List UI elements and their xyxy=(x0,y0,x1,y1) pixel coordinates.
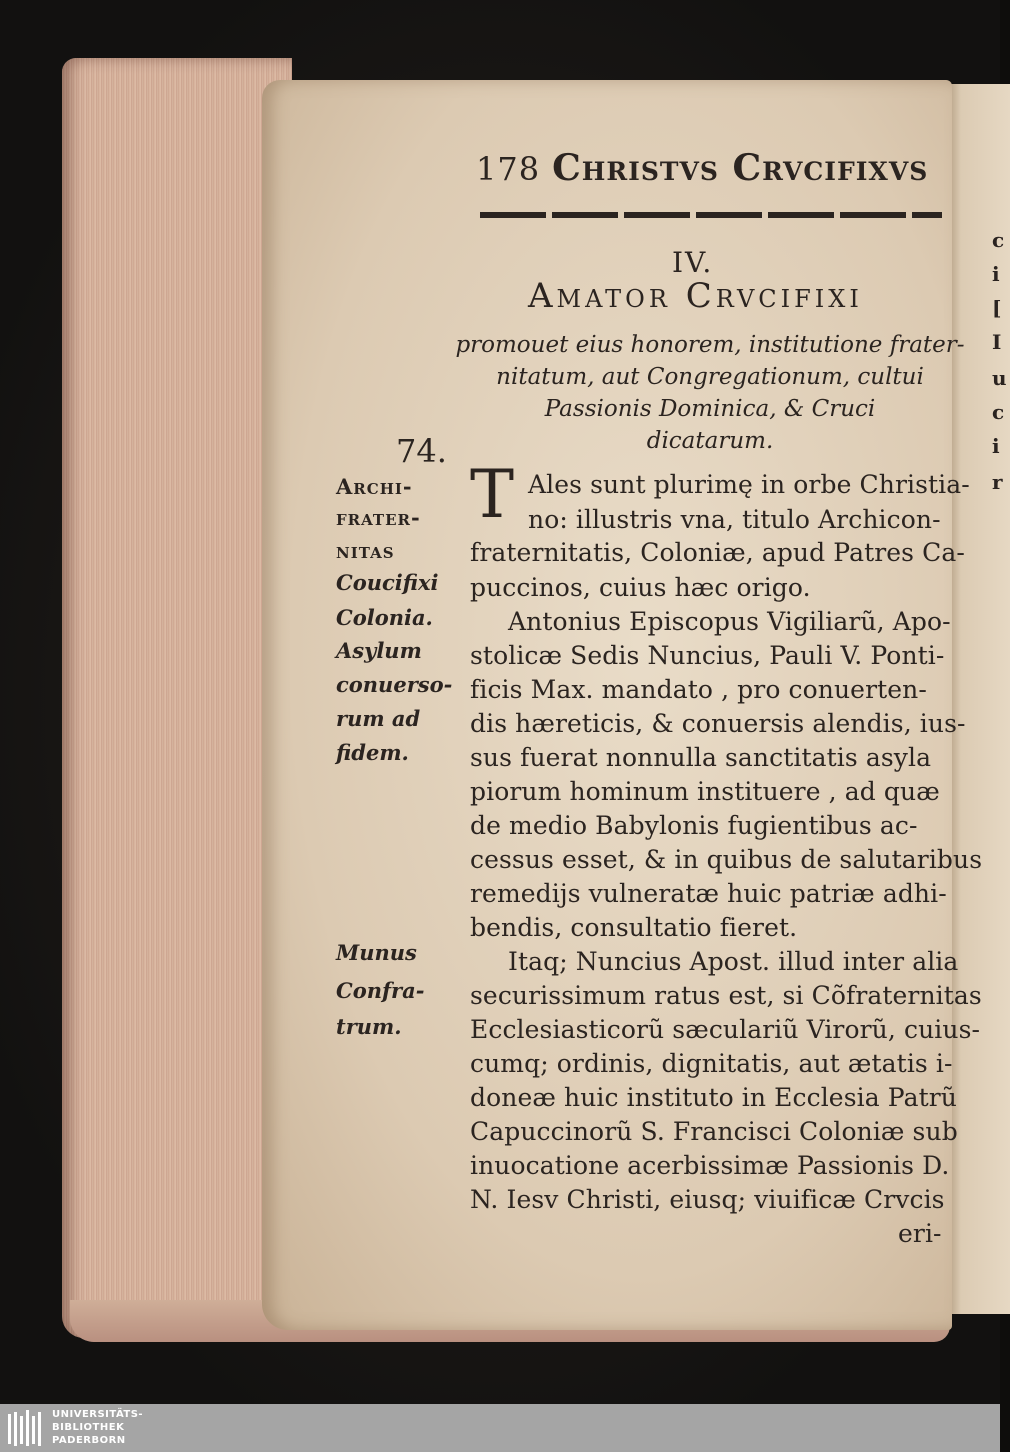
page-number: 178 xyxy=(476,150,541,188)
body-line: Ales sunt plurimę in orbe Christia- xyxy=(528,470,970,499)
library-name-line: PADERBORN xyxy=(52,1435,126,1446)
body-line: sus fuerat nonnulla sanctitatis asyla xyxy=(470,743,932,772)
drop-capital: T xyxy=(470,456,515,533)
body-line: puccinos, cuius hæc origo. xyxy=(470,573,811,602)
facing-page-fragment: c xyxy=(992,400,1005,424)
body-line: securissimum ratus est, si Cõfraternitas xyxy=(470,981,982,1010)
library-logo-icon xyxy=(6,1408,46,1448)
library-name-line: BIBLIOTHEK xyxy=(52,1422,125,1433)
body-line: cumq; ordinis, dignitatis, aut ætatis i- xyxy=(470,1049,953,1078)
body-line: fraternitatis, Coloniæ, apud Patres Ca- xyxy=(470,538,965,567)
body-line: inuocatione acerbissimæ Passionis D. xyxy=(470,1151,950,1180)
marginal-note: trum. xyxy=(336,1014,402,1039)
catchword: eri- xyxy=(898,1219,942,1248)
body-line: doneæ huic instituto in Ecclesia Patrũ xyxy=(470,1083,957,1112)
subtitle-line: nitatum, aut Congregationum, cultui xyxy=(496,364,924,390)
body-line: dis hæreticis, & conuersis alendis, ius- xyxy=(470,709,966,738)
subtitle-line: Passionis Dominica, & Cruci xyxy=(544,396,876,422)
body-line: Ecclesiasticorũ sæculariũ Virorũ, cuius- xyxy=(470,1015,981,1044)
body-line: cessus esset, & in quibus de salutaribus xyxy=(470,845,983,874)
marginal-note: rum ad xyxy=(336,706,421,731)
page-block-edge xyxy=(62,58,292,1338)
body-line: Antonius Episcopus Vigiliarũ, Apo- xyxy=(508,607,951,636)
facing-page-fragment: c xyxy=(992,228,1005,252)
marginal-note: Archi- xyxy=(336,474,413,499)
facing-page-fragment: r xyxy=(992,470,1003,494)
subtitle-line: dicatarum. xyxy=(646,428,774,454)
marginal-note: Colonia. xyxy=(336,605,433,630)
body-line: remedijs vulneratæ huic patriæ adhi- xyxy=(470,879,947,908)
marginal-number: 74. xyxy=(396,432,447,470)
section-title: Amator Crvcifixi xyxy=(528,276,863,316)
body-line: de medio Babylonis fugientibus ac- xyxy=(470,811,918,840)
marginal-note: Munus xyxy=(336,940,417,965)
body-line: N. Iesv Christi, eiusq; viuificæ Crvcis xyxy=(470,1185,945,1214)
marginal-note: fidem. xyxy=(336,740,409,765)
section-number: IV. xyxy=(672,246,714,279)
marginal-note: Asylum xyxy=(336,638,422,663)
body-line: Capuccinorũ S. Francisci Coloniæ sub xyxy=(470,1117,958,1146)
body-line: bendis, consultatio fieret. xyxy=(470,913,798,942)
marginal-note: nitas xyxy=(336,538,395,563)
facing-page-fragment: I xyxy=(992,330,1002,354)
body-line: ficis Max. mandato , pro conuerten- xyxy=(470,675,927,704)
library-name-line: UNIVERSITÄTS- xyxy=(52,1409,144,1420)
facing-page-fragment: i xyxy=(992,434,1000,458)
facing-page-fragment: [ xyxy=(992,296,1002,320)
marginal-note: Coucifixi xyxy=(336,570,439,595)
subtitle-line: promouet eius honorem, institutione frater- xyxy=(455,332,965,358)
library-banner xyxy=(0,1404,1000,1452)
running-title: Christvs Crvcifixvs xyxy=(552,147,929,189)
header-rule xyxy=(480,212,942,218)
running-head xyxy=(476,147,946,191)
body-line: piorum hominum instituere , ad quæ xyxy=(470,777,940,806)
marginal-note: conuerso- xyxy=(336,672,453,697)
body-line: stolicæ Sedis Nuncius, Pauli V. Ponti- xyxy=(470,641,945,670)
marginal-note: frater- xyxy=(336,505,421,530)
facing-page-fragment: u xyxy=(992,366,1007,390)
body-line: no: illustris vna, titulo Archicon- xyxy=(528,505,941,534)
marginal-note: Confra- xyxy=(336,978,425,1003)
body-line: Itaq; Nuncius Apost. illud inter alia xyxy=(508,947,959,976)
facing-page-fragment: i xyxy=(992,262,1000,286)
